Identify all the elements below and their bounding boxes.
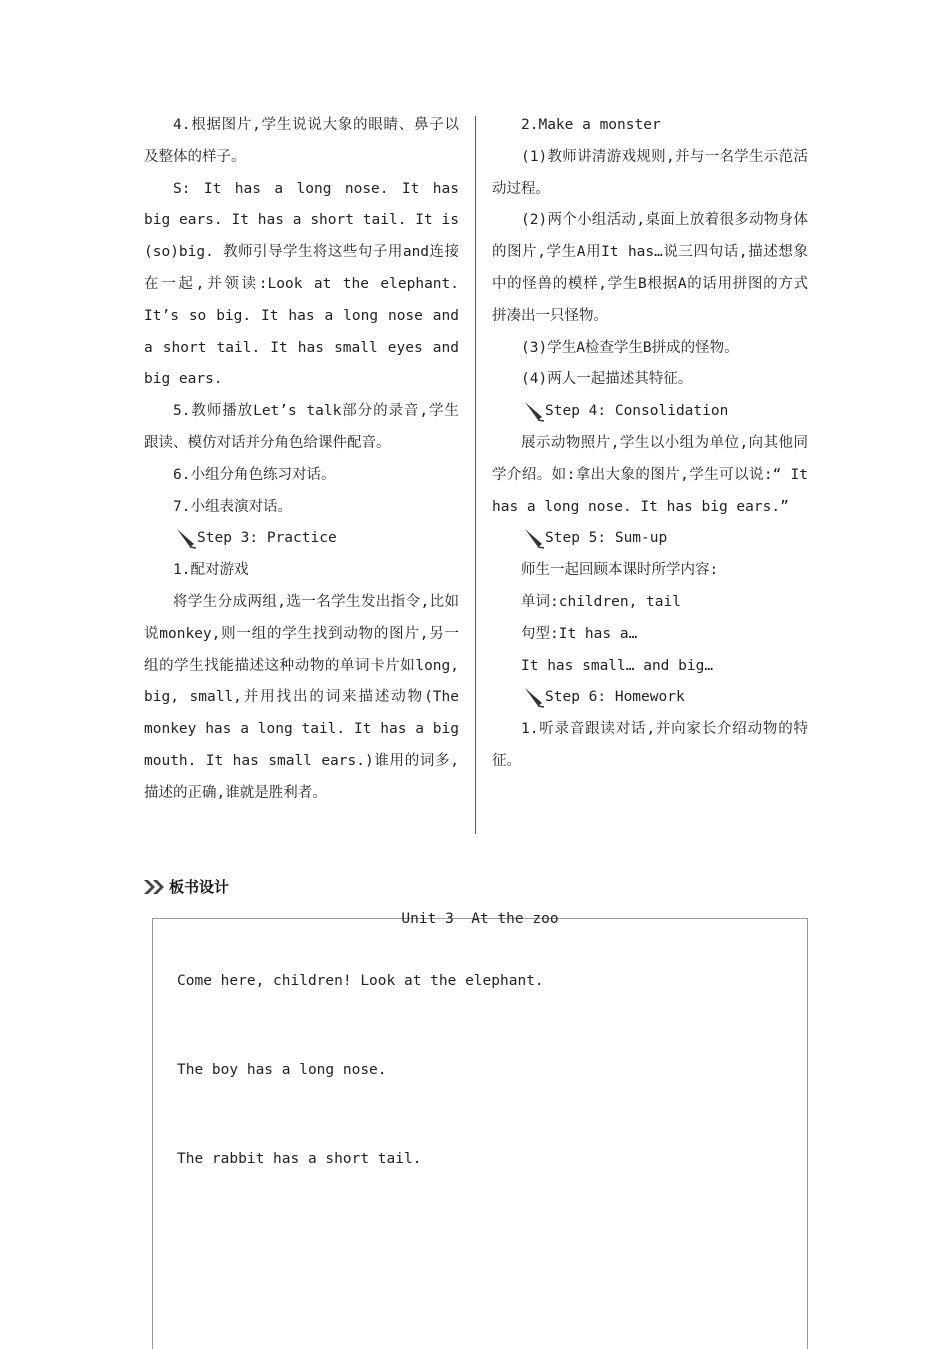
step-5-line-2: 单词:children, tail bbox=[521, 593, 681, 610]
step-5-label: Step 5: Sum-up bbox=[545, 530, 668, 547]
blackboard-design-box bbox=[152, 911, 808, 1349]
board-line-3: The rabbit has a short tail. bbox=[177, 1151, 422, 1167]
step-5-line-3: 句型:It has a… bbox=[521, 625, 638, 642]
sub-item-2: (2)两个小组活动,桌面上放着很多动物身体的图片,学生A用It has…说三四句话,描述想象中的怪兽的模样,学生B根据A的话用拼图的方式拼凑出一只怪物。 bbox=[492, 212, 808, 324]
step-4-heading bbox=[492, 396, 808, 428]
board-title: Unit 3 At the zoo bbox=[401, 911, 559, 927]
paragraph-6: 6.小组分角色练习对话。 bbox=[173, 466, 336, 483]
double-chevron-icon bbox=[143, 879, 167, 895]
step-3-label: Step 3: Practice bbox=[197, 530, 337, 547]
quill-icon bbox=[523, 686, 545, 708]
sub-item-4: (4)两人一起描述其特征。 bbox=[521, 371, 693, 388]
item-2: 2.Make a monster bbox=[521, 117, 661, 133]
paragraph-4: 4.根据图片,学生说说大象的眼睛、鼻子以及整体的样子。 bbox=[144, 117, 459, 165]
board-line-1: Come here, children! Look at the elephant. bbox=[177, 973, 544, 989]
step-6-heading bbox=[492, 682, 808, 714]
step-6-label: Step 6: Homework bbox=[545, 689, 685, 706]
step-3-heading bbox=[144, 523, 459, 555]
step-4-body: 展示动物照片,学生以小组为单位,向其他同学介绍。如:拿出大象的图片,学生可以说:“ It has a long nose. It has big ears.” bbox=[492, 434, 808, 515]
sub-item-1: (1)教师讲清游戏规则,并与一名学生示范活动过程。 bbox=[492, 148, 808, 197]
quill-icon bbox=[523, 527, 545, 549]
quill-icon bbox=[175, 527, 197, 549]
paragraph-5: 5.教师播放Let’s talk部分的录音,学生跟读、模仿对话并分角色给课件配音。 bbox=[144, 403, 459, 451]
item-1-body: 将学生分成两组,选一名学生发出指令,比如说monkey,则一组的学生找到动物的图片,另一组的学生找能描述这种动物的单词卡片如long, big, small,并用找出的词来描述动物(The monkey has a long tail. It has a big mouth. It has small ears.)谁用的词多,描述的正确,谁就是胜利者。 bbox=[144, 593, 459, 801]
left-column bbox=[144, 110, 459, 810]
step-6-body: 1.听录音跟读对话,并向家长介绍动物的特征。 bbox=[492, 721, 808, 769]
item-1: 1.配对游戏 bbox=[173, 562, 249, 579]
paragraph-sentences: S: It has a long nose. It has big ears. It has a short tail. It is (so)big. 教师引导学生将这些句子用and连接在一起,并领读:Look at the elephant. It’s so big. It has a long nose and a short tail. It has small eyes and big ears. bbox=[144, 180, 459, 388]
board-design-heading bbox=[143, 874, 229, 900]
column-divider bbox=[475, 116, 476, 834]
paragraph-7: 7.小组表演对话。 bbox=[173, 498, 292, 515]
step-5-line-1: 师生一起回顾本课时所学内容: bbox=[521, 562, 719, 579]
board-line-2: The boy has a long nose. bbox=[177, 1062, 387, 1078]
step-5-heading bbox=[492, 523, 808, 555]
board-design-title: 板书设计 bbox=[169, 878, 230, 896]
step-5-line-4: It has small… and big… bbox=[521, 657, 714, 674]
right-column bbox=[492, 110, 808, 778]
sub-item-3: (3)学生A检查学生B拼成的怪物。 bbox=[521, 339, 739, 356]
step-4-label: Step 4: Consolidation bbox=[545, 403, 729, 420]
quill-icon bbox=[523, 400, 545, 422]
